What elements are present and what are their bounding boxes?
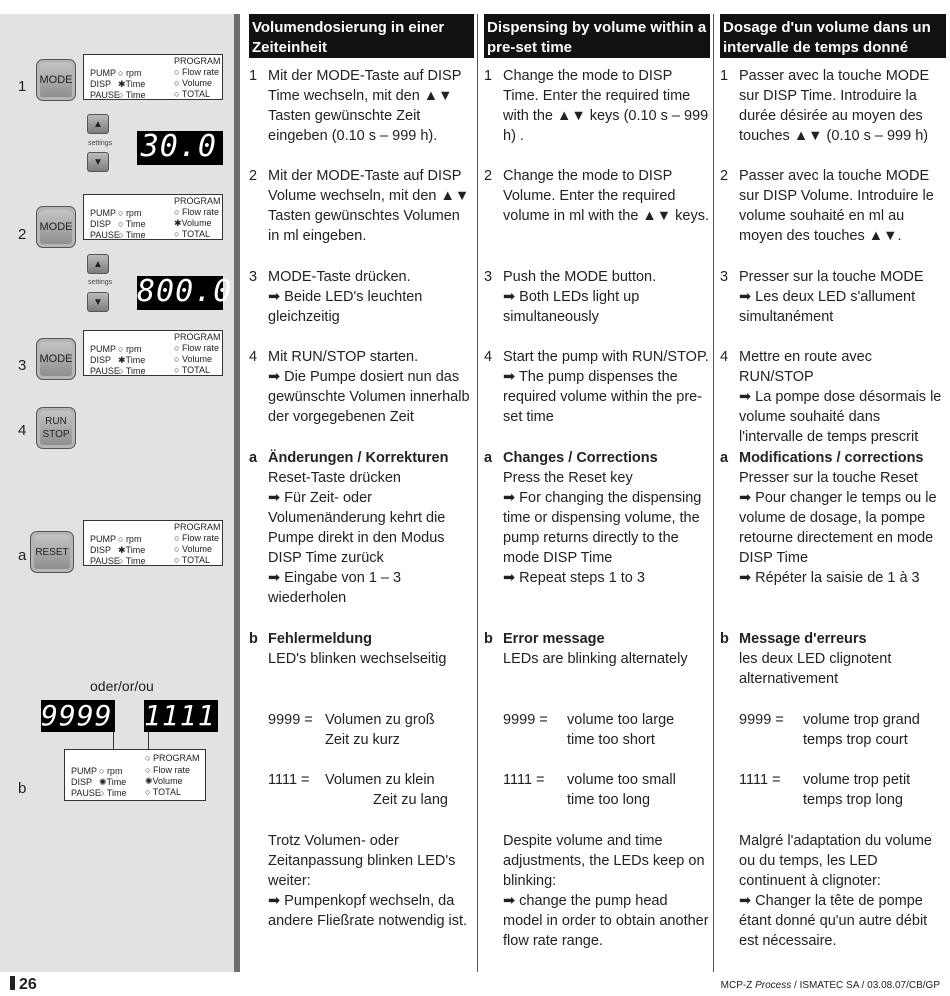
error-meaning: time too long: [567, 792, 651, 808]
section-result: ➡ Répéter la saisie de 1 à 3: [739, 570, 920, 586]
digital-display: 800.0: [137, 274, 233, 309]
step-text: Mit der MODE-Taste auf DISP Volume wechseln, mit den ▲▼ Tasten gewünschtes Volumen in ml eingeben.: [268, 168, 470, 244]
step-text: Mit der MODE-Taste auf DISP Time wechseln, mit den ▲▼ Tasten gewünschte Zeit eingeben (0.10 s – 999 h).: [268, 68, 462, 144]
step-result: ➡ Die Pumpe dosiert nun das gewünschte Volumen innerhalb der vorgegebenen Zeit: [268, 369, 470, 425]
error-meaning: volume too large: [567, 712, 675, 728]
error-meaning: temps trop court: [803, 732, 908, 748]
step-result: ➡ Les deux LED s'allument simultanément: [739, 289, 916, 325]
step-number: 3: [484, 269, 493, 285]
up-arrow-icon[interactable]: ▲: [87, 114, 109, 134]
error-code: 1111 =: [503, 772, 545, 788]
connector-line: [148, 732, 149, 750]
section-title: Fehlermeldung: [268, 631, 372, 647]
error-code: 9999 =: [739, 712, 784, 728]
section-title: Modifications / corrections: [739, 450, 924, 466]
error-meaning: time too short: [567, 732, 655, 748]
row-number: b: [18, 780, 27, 797]
mode-button[interactable]: MODE: [36, 59, 76, 101]
step-text: Change the mode to DISP Time. Enter the required time with the ▲▼ keys (0.10 s – 999 h) .: [503, 68, 709, 144]
status-lcd: PROGRAM PUMP ○ rpm ○ Flow rate DISP ✱Time ○ Volume PAUSE ○ Time ○ TOTAL: [83, 520, 223, 566]
step-text: Mettre en route avec RUN/STOP: [739, 349, 872, 385]
step-text: Change the mode to DISP Volume. Enter the required volume in ml with the ▲▼ keys.: [503, 168, 709, 224]
section-text: LEDs are blinking alternately: [503, 651, 688, 667]
error-meaning: volume trop petit: [803, 772, 911, 788]
step-number: 2: [720, 168, 729, 184]
column-title: Dosage d'un volume dans un intervalle de temps donné: [720, 14, 946, 58]
reset-button[interactable]: RESET: [30, 531, 74, 573]
status-lcd: PROGRAM PUMP ○ rpm ○ Flow rate DISP ✱Time ○ Volume PAUSE ○ Time ○ TOTAL: [83, 54, 223, 100]
step-text: Passer avec la touche MODE sur DISP Time. Introduire la durée désirée au moyen des touches ▲▼ (0.10 s – 999 h): [739, 68, 930, 144]
section-label: b: [720, 631, 729, 647]
step-number: 4: [484, 349, 493, 365]
row-number: 1: [18, 78, 27, 95]
step-number: 4: [249, 349, 258, 365]
step-number: 1: [720, 68, 729, 84]
row-number: a: [18, 547, 27, 564]
section-result: ➡ Pour changer le temps ou le volume de dosage, la pompe retourne directement en mode DISP Time: [739, 490, 937, 566]
run-stop-button[interactable]: RUN STOP: [36, 407, 76, 449]
section-label: a: [484, 450, 493, 466]
row-number: 3: [18, 357, 27, 374]
section-label: a: [720, 450, 729, 466]
section-text: Press the Reset key: [503, 470, 633, 486]
mode-button[interactable]: MODE: [36, 338, 76, 380]
alt-label: oder/or/ou: [90, 678, 154, 694]
remedy-text: Despite volume and time adjustments, the LEDs keep on blinking:: [503, 833, 705, 889]
step-text: Start the pump with RUN/STOP.: [503, 349, 709, 365]
remedy-text: Trotz Volumen- oder Zeitanpassung blinken LED's weiter:: [268, 833, 456, 889]
step-result: ➡ The pump dispenses the required volume within the pre-set time: [503, 369, 703, 425]
settings-label: settings: [88, 279, 113, 286]
mode-button[interactable]: MODE: [36, 206, 76, 248]
status-lcd: PROGRAM PUMP ○ rpm ○ Flow rate DISP ○ Time ✱Volume PAUSE ○ Time ○ TOTAL: [83, 194, 223, 240]
row-number: 2: [18, 226, 27, 243]
step-result: ➡ Both LEDs light up simultaneously: [503, 289, 640, 325]
step-result: ➡ Beide LED's leuchten gleichzeitig: [268, 289, 423, 325]
column-divider: [713, 14, 714, 972]
up-arrow-icon[interactable]: ▲: [87, 254, 109, 274]
section-title: Message d'erreurs: [739, 631, 867, 647]
remedy-text: Malgré l'adaptation du volume ou du temps, les LED continuent à clignoter:: [739, 833, 932, 889]
column-title: Dispensing by volume within a pre-set time: [484, 14, 710, 58]
illustration-panel: [0, 14, 240, 972]
step-text: Push the MODE button.: [503, 269, 657, 285]
error-display: 9999: [41, 700, 115, 732]
remedy-action: ➡ change the pump head model in order to obtain another flow rate range.: [503, 893, 709, 949]
status-lcd: ○ PROGRAM PUMP ○ rpm ○ Flow rate DISP ✺Time ✺Volume PAUSE ○ Time ○ TOTAL: [64, 749, 206, 801]
section-text: Presser sur la touche Reset: [739, 470, 918, 486]
down-arrow-icon[interactable]: ▼: [87, 292, 109, 312]
remedy-action: ➡ Pumpenkopf wechseln, da andere Fließrate notwendig ist.: [268, 893, 468, 929]
section-text: Reset-Taste drücken: [268, 470, 401, 486]
step-number: 1: [484, 68, 493, 84]
error-meaning: volume too small: [567, 772, 676, 788]
remedy-action: ➡ Changer la tête de pompe étant donné qu'un autre débit est nécessaire.: [739, 893, 928, 949]
section-result: ➡ Repeat steps 1 to 3: [503, 570, 645, 586]
section-text: LED's blinken wechselseitig: [268, 651, 447, 667]
remedy-block: [268, 831, 474, 931]
error-meaning: Volumen zu klein: [325, 772, 435, 788]
step-result: ➡ La pompe dose désormais le volume souhaité dans l'intervalle de temps prescrit: [739, 389, 942, 445]
status-lcd: PROGRAM PUMP ○ rpm ○ Flow rate DISP ✱Time ○ Volume PAUSE ○ Time ○ TOTAL: [83, 330, 223, 376]
digital-display: 30.0: [137, 131, 223, 165]
step-number: 3: [720, 269, 729, 285]
section-result: ➡ For changing the dispensing time or dispensing volume, the pump returns directly to the mode DISP Time: [503, 490, 702, 566]
section-result: ➡ Für Zeit- oder Volumenänderung kehrt die Pumpe direkt in den Modus DISP Time zurück: [268, 490, 446, 566]
column-title: Volumendosierung in einer Zeiteinheit: [249, 14, 474, 58]
error-meaning: temps trop long: [803, 792, 903, 808]
column-divider: [477, 14, 478, 972]
page-number: 26: [10, 976, 37, 994]
footer-reference: MCP-Z Process / ISMATEC SA / 03.08.07/CB/GP: [720, 980, 940, 991]
text-column: [249, 14, 474, 972]
error-code: 1111 =: [268, 772, 310, 788]
section-result: ➡ Eingabe von 1 – 3 wiederholen: [268, 570, 402, 606]
step-number: 4: [720, 349, 729, 365]
connector-line: [113, 732, 114, 750]
section-label: b: [249, 631, 258, 647]
settings-label: settings: [88, 140, 113, 147]
error-code: 1111 =: [739, 772, 781, 788]
step-number: 2: [249, 168, 258, 184]
row-number: 4: [18, 422, 27, 439]
text-column: [484, 14, 710, 972]
error-code: 9999 =: [268, 712, 313, 728]
step-number: 3: [249, 269, 258, 285]
remedy-block: [739, 831, 946, 951]
section-title: Changes / Corrections: [503, 450, 658, 466]
step-text: Passer avec la touche MODE sur DISP Volume. Introduire le volume souhaité en ml au moyen des touches ▲▼.: [739, 168, 934, 244]
error-meaning: volume trop grand: [803, 712, 920, 728]
error-meaning: Zeit zu kurz: [325, 732, 400, 748]
error-meaning: Zeit zu lang: [373, 792, 448, 808]
section-title: Änderungen / Korrekturen: [268, 450, 449, 466]
section-title: Error message: [503, 631, 605, 647]
step-text: MODE-Taste drücken.: [268, 269, 411, 285]
text-column: [720, 14, 946, 972]
step-number: 1: [249, 68, 258, 84]
section-label: a: [249, 450, 258, 466]
remedy-block: [503, 831, 710, 951]
step-number: 2: [484, 168, 493, 184]
section-text: les deux LED clignotent alternativement: [739, 651, 892, 687]
step-text: Mit RUN/STOP starten.: [268, 349, 419, 365]
step-text: Presser sur la touche MODE: [739, 269, 924, 285]
section-label: b: [484, 631, 493, 647]
error-code: 9999 =: [503, 712, 548, 728]
error-meaning: Volumen zu groß: [325, 712, 435, 728]
error-display: 1111: [144, 700, 218, 732]
down-arrow-icon[interactable]: ▼: [87, 152, 109, 172]
